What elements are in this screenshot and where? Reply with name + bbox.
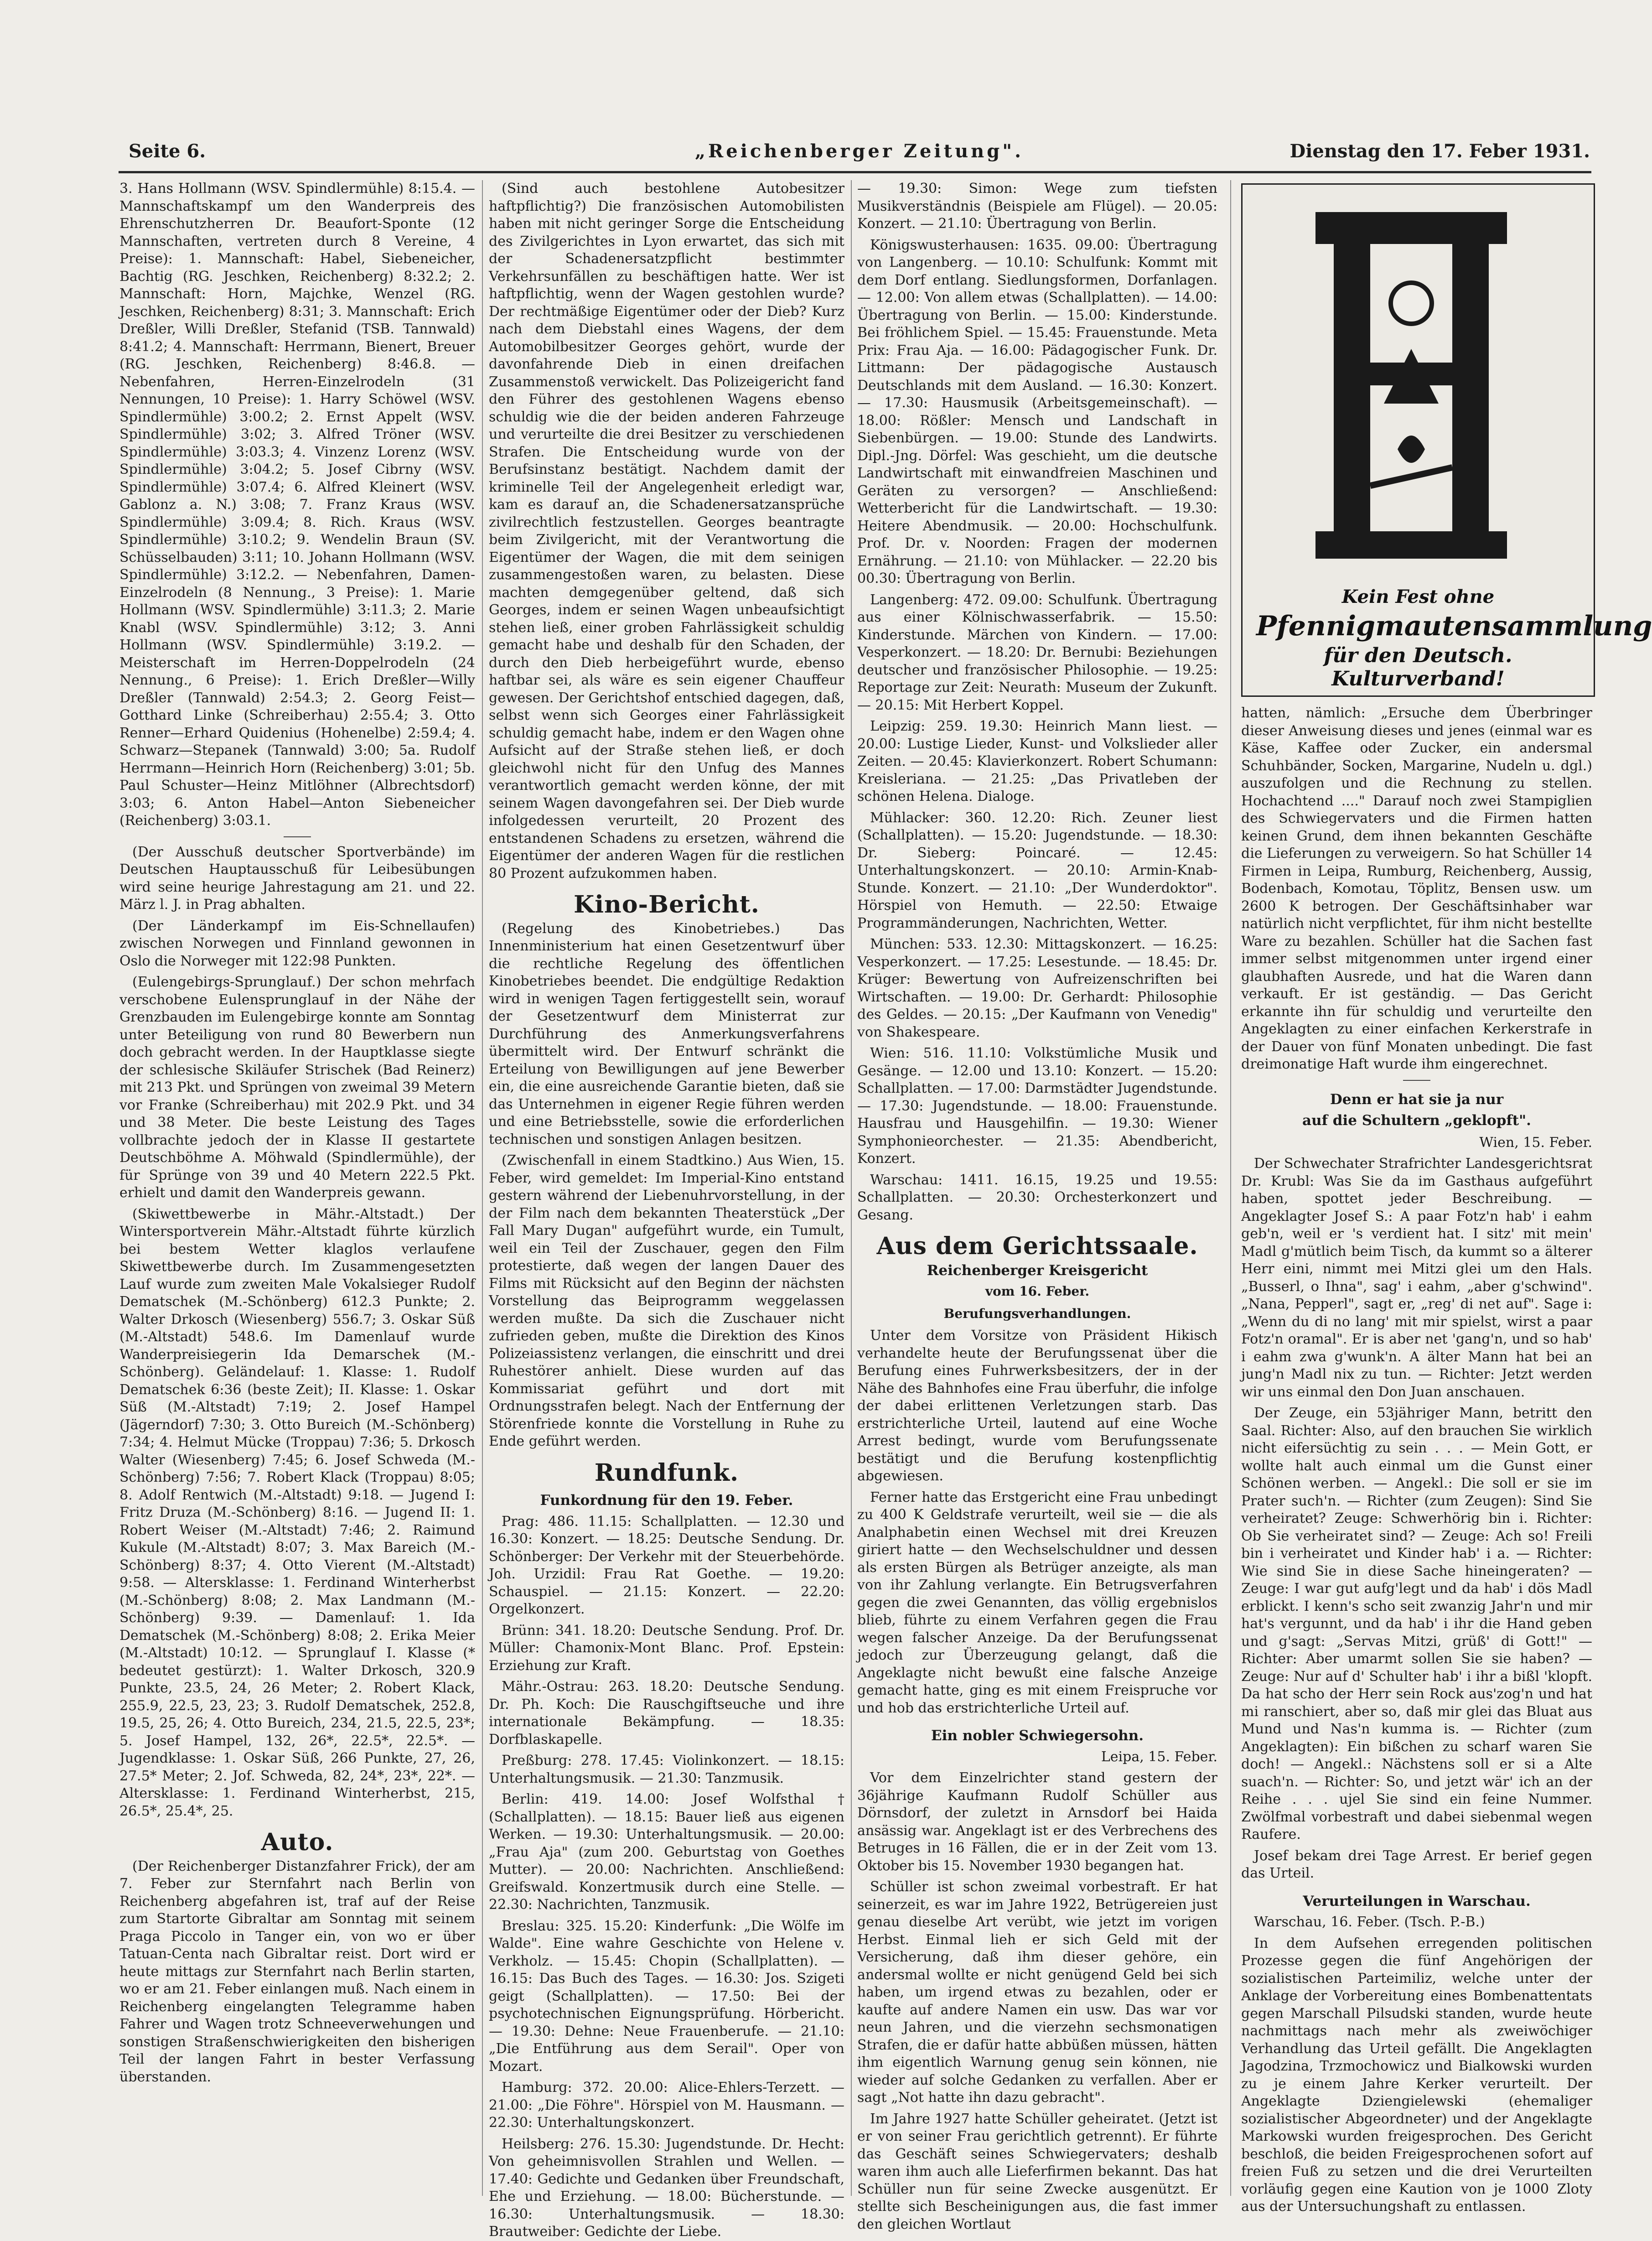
radio-listing: Wien: 516. 11.10: Volkstümliche Musik und Gesänge. — 12.00 und 13.10: Konzert. — 15.20: Schallplatten. — 17.00: Darmstädter Jugendstunde. — 17.30: Jugendstunde. — 18.00: Frauenstunde. Hausfrau und Hausgehilfin. — 19.30: Wiener Symphonieorchester. — 21.35: Abendbericht, Konzert. (857, 1045, 1217, 1167)
radio-listing: München: 533. 12.30: Mittagskonzert. — 16.25: Vesperkonzert. — 17.25: Lesestunde. — 18.45: Dr. Krüger: Bewertung von Aufreizenschriften bei Wirtschaften. — 19.00: Dr. Gerhardt: Philosophie des Geldes. — 20.15: „Der Kaufmann von Venedig" von Shakespeare. (857, 936, 1217, 1040)
article-paragraph: (Eulengebirgs-Sprunglauf.) Der schon mehrfach verschobene Eulensprunglauf in der Nähe der Grenzbauden im Eulengebirge konnte am Sonntag unter Beteiligung von rund 80 Bewerbern nun doch gebracht werden. In der Hauptklasse siegte der schlesische Skiläufer Strischek (Bad Reinerz) mit 213 Pkt. und Sprüngen von zweimal 39 Metern vor Franke (Schreiberhau) mit 202.9 Pkt. und 34 und 38 Meter. Die beste Leistung des Tages vollbrachte jedoch der in Klasse II gestartete Deutschböhme A. Möhwald (Spindlermühle), der für Sprünge von 39 und 40 Metern 222.5 Pkt. erhielt und damit den Wanderpreis gewann. (119, 974, 475, 1201)
masthead-title: „Reichenberger Zeitung". (695, 140, 1024, 162)
section-heading-radio: Rundfunk. (594, 1458, 739, 1487)
article-heading-shoulders: Denn er hat sie ja nur (1330, 1091, 1504, 1108)
issue-date: Dienstag den 17. Feber 1931. (1289, 140, 1590, 162)
radio-listing: Hamburg: 372. 20.00: Alice-Ehlers-Terzett. — 21.00: „Die Föhre". Hörspiel von M. Hausmann. — 22.30: Unterhaltungskonzert. (489, 2080, 844, 2131)
article-paragraph: (Der Reichenberger Distanzfahrer Frick), der am 7. Feber zur Sternfahrt nach Berlin von Reichenberg abgefahren ist, traf auf der Reise zum Startorte Gibraltar am Sonntag mit seinem Praga Piccolo in Tanger ein, von wo er über Tatuan-Centa nach Gibraltar reist. Dort wird er heute mittags zur Sternfahrt nach Berlin starten, wo er am 21. Feber einlangen muß. Nach einem in Reichenberg eingelangten Telegramme haben Fahrer und Wagen trotz Schneeverwehungen und sonstigen Straßenschwierigkeiten den bisherigen Teil der langen Fahrt in bester Verfassung überstanden. (119, 1858, 475, 2085)
court-date: vom 16. Feber. (985, 1284, 1090, 1299)
column-divider (482, 180, 483, 2196)
advertisement-box (1241, 183, 1652, 697)
radio-listing: Breslau: 325. 15.20: Kinderfunk: „Die Wölfe im Walde". Eine wahre Geschichte von Helene v. Verkholz. — 15.45: Chopin (Schallplatten). — 16.15: Das Buch des Tages. — 16.30: Jos. Szigeti geigt (Schallplatten). — 17.50: Bei der psychotechnischen Eignungsprüfung. Hörbericht. — 19.30: Dehne: Neue Frauenberufe. — 21.10: „Die Entführung aus dem Serail". Oper von Mozart. (489, 1918, 844, 2075)
radio-listing: Langenberg: 472. 09.00: Schulfunk. Übertragung aus einer Kölnischwasserfabrik. — 15.50: Kinderstunde. Märchen von Kindern. — 17.00: Vesperkonzert. — 18.20: Dr. Bernubi: Beziehungen deutscher und französischer Philosophie. — 19.25: Reportage zur Zeit: Neurath: Museum der Zukunft. — 20.15: Mit Herbert Koppel. (857, 591, 1217, 713)
article-paragraph: Im Jahre 1927 hatte Schüller geheiratet. (Jetzt ist er von seiner Frau gerichtlich getrennt). Er führte das Geschäft seines Schwiegervaters; deshalb waren ihm auch alle Lieferfirmen bekannt. Das hat Schüller nun für seine Zwecke ausgenützt. Er stellte sich Bescheinigungen aus, die fast immer den gleichen Wortlaut (857, 2111, 1217, 2232)
article-paragraph: 3. Hans Hollmann (WSV. Spindlermühle) 8:15.4. — Mannschaftskampf um den Wanderpreis des Ehrenschutzherren Dr. Beaufort-Sponte (12 Mannschaften, vertreten durch 8 Vereine, 4 Preise): 1. Mannschaft: Habel, Siebeneicher, Bachtig (RG. Jeschken, Reichenberg) 8:32.2; 2. Mannschaft: Horn, Majchke, Wenzel (RG. Jeschken, Reichenberg) 8:31; 3. Mannschaft: Erich Dreßler, Willi Dreßler, Stefanid (TSB. Tannwald) 8:41.2; 4. Mannschaft: Herrmann, Bienert, Breuer (RG. Jeschken, Reichenberg) 8:46.8. — Nebenfahren, Herren-Einzelrodeln (31 Nennungen, 10 Preise): 1. Harry Schöwel (WSV. Spindlermühle) 3:00.2; 2. Ernst Appelt (WSV. Spindlermühle) 3:02; 3. Alfred Tröner (WSV. Spindlermühle) 3:03.3; 4. Vinzenz Lorenz (WSV. Spindlermühle) 3:04.2; 5. Josef Cibrny (WSV. Spindlermühle) 3:07.4; 6. Alfred Kleinert (WSV. Gablonz a. N.) 3:08; 7. Franz Kraus (WSV. Spindlermühle) 3:09.4; 8. Rich. Kraus (WSV. Spindlermühle) 3:10.2; 9. Wendelin Braun (SV. Schüsselbauden) 3:11; 10. Johann Hollmann (WSV. Spindlermühle) 3:12.2. — Nebenfahren, Damen-Einzelrodeln (8 Nennung., 3 Preise): 1. Marie Hollmann (WSV. Spindlermühle) 3:11.3; 2. Marie Knabl (WSV. Spindlermühle) 3:12; 3. Anni Hollmann (WSV. Spindlermühle) 3:19.2. — Meisterschaft im Herren-Doppelrodeln (24 Nennung., 6 Preise): 1. Erich Dreßler—Willy Dreßler (Tannwald) 2:54.3; 2. Georg Feist—Gotthard Linke (Schreiberhau) 2:55.4; 3. Otto Renner—Erhard Quidenius (Hohenelbe) 2:59.4; 4. Schwarz—Stepanek (Tannwald) 3:00; 5a. Rudolf Herrmann—Heinrich Horn (Reichenberg) 3:01; 5b. Paul Schuster—Heinz Mitlöhner (Albrechtsdorf) 3:03; 6. Anton Habel—Anton Siebeneicher (Reichenberg) 3:03.1. (119, 181, 475, 829)
radio-listing: Königswusterhausen: 1635. 09.00: Übertragung von Langenberg. — 10.10: Schulfunk: Kommt mit dem Dorf entlang. Siedlungsformen, Dorfanlagen. — 12.00: Von allem etwas (Schallplatten). — 14.00: Übertragung von Berlin. — 15.00: Kinderstunde. Bei fröhlichem Spiel. — 15.45: Frauenstunde. Meta Prix: Frau Aja. — 16.00: Pädagogischer Funk. Dr. Littmann: Der pädagogische Austausch Deutschlands mit dem Ausland. — 16.30: Konzert. — 17.30: Hausmusik (Arbeitsgemeinschaft). — 18.00: Rößler: Mensch und Landschaft in Siebenbürgen. — 19.00: Stunde des Landwirts. Dipl.-Jng. Dörfel: Was geschieht, um die deutsche Landwirtschaft mit einwandfreien Maschinen und Geräten zu versorgen? — Anschließend: Wetterbericht für die Landwirtschaft. — 19.30: Heitere Abendmusik. — 20.00: Hochschulfunk. Prof. Dr. v. Noorden: Fragen der modernen Ernährung. — 21.10: von Mühlacker. — 22.20 bis 00.30: Übertragung von Berlin. (857, 237, 1217, 586)
section-heading-court: Aus dem Gerichtssaale. (876, 1232, 1198, 1260)
article-paragraph: (Skiwettbewerbe in Mähr.-Altstadt.) Der Wintersportverein Mähr.-Altstadt führte kürzlich bei bestem Wetter klaglos verlaufene Skiwettbewerbe durch. Im Zusammengesetzten Lauf wurde zum zweiten Male Vokalsieger Rudolf Dematschek (M.-Schönberg) 612.3 Punkte; 2. Walter Drkosch (Wiesenberg) 556.7; 3. Oskar Süß (M.-Altstadt) 548.6. Im Damenlauf wurde Wanderpreisiegerin Ida Demarschek (M.-Schönberg). Geländelauf: 1. Klasse: 1. Rudolf Dematschek 6:36 (beste Zeit); II. Klasse: 1. Oskar Süß (M.-Altstadt) 7:19; 2. Josef Hampel (Jägerndorf) 7:30; 3. Otto Bureich (M.-Schönberg) 7:34; 4. Helmut Mücke (Troppau) 7:36; 5. Drkosch Walter (Wiesenberg) 7:45; 6. Josef Schweda (M.-Schönberg) 7:56; 7. Robert Klack (Troppau) 8:05; 8. Adolf Rentwich (M.-Altstadt) 9:18. — Jugend I: Fritz Druza (M.-Schönberg) 8:16. — Jugend II: 1. Robert Weiser (M.-Altstadt) 7:46; 2. Raimund Kukule (M.-Altstadt) 8:07; 3. Max Bareich (M.-Schönberg) 8:37; 4. Otto Vierent (M.-Altstadt) 9:58. — Altersklasse: 1. Ferdinand Winterherbst (M.-Schönberg) 8:08; 2. Max Landmann (M.-Schönberg) 9:39. — Damenlauf: 1. Ida Dematschek (M.-Schönberg) 8:08; 2. Erika Meier (M.-Altstadt) 10:12. — Sprunglauf I. Klasse (* bedeutet gestürzt): 1. Walter Drkosch, 320.9 Punkte, 23.5, 24, 26 Meter; 2. Robert Klack, 255.9, 22.5, 23, 23; 3. Rudolf Dematschek, 252.8, 19.5, 25, 26; 4. Otto Bureich, 234, 21.5, 22.5, 23*; 5. Josef Hampel, 132, 26*, 22.5*, 22.5*. — Jugendklasse: 1. Oskar Süß, 266 Punkte, 27, 26, 27.5* Meter; 2. Jof. Schweda, 82, 24*, 23*, 22*. — Altersklasse: 1. Ferdinand Winterherbst, 215, 26.5*, 25.4*, 25. (119, 1206, 475, 1819)
dateline: Leipa, 15. Feber. (1101, 1748, 1217, 1765)
dateline: Warschau, 16. Feber. (Tsch. P.-B.) (1254, 1914, 1485, 1930)
ad-line-2: Pfennigmautensammlung (1256, 610, 1652, 642)
article-paragraph: (Sind auch bestohlene Autobesitzer haftpflichtig?) Die französischen Automobilisten haben mit nicht geringer Sorge die Entscheidung des Zivilgerichtes in Lyon erwartet, das sich mit der Schadenersatzpflicht bestimmter Verkehrsunfällen zu beschäftigen hatte. Wer ist haftpflichtig, wenn der Wagen gestohlen wurde? Der rechtmäßige Eigentümer oder der Dieb? Kurz nach dem Diebstahl eines Wagens, der dem Automobilbesitzer Georges gehört, wurde der davonfahrende Dieb in einen dreifachen Zusammenstoß verwickelt. Das Polizeigericht fand den Führer des gestohlenen Wagens ebenso schuldig wie die der beiden anderen Fahrzeuge und verurteilte die drei Besitzer zu verschiedenen Strafen. Die Entscheidung wurde von der Berufsinstanz bestätigt. Nachdem damit der kriminelle Teil der Angelegenheit erledigt war, kam es darauf an, die Schadenersatzansprüche zivilrechtlich festzustellen. Georges beantragte beim Zivilgericht, mit der Verantwortung die Eigentümer der Wagen, die mit dem seinigen zusammengestoßen waren, zu belasten. Diese machten demgegenüber geltend, daß sich Georges, indem er seinen Wagen unbeaufsichtigt stehen ließ, einer groben Fahrlässigkeit schuldig gemacht habe und deshalb für den Schaden, der durch den Dieb herbeigeführt wurde, ebenso haftbar sei, als wäre es sein eigener Chauffeur gewesen. Der Gerichtshof entschied dagegen, daß, selbst wenn sich Georges einer Fahrlässigkeit schuldig gemacht habe, indem er den Wagen ohne Aufsicht auf der Straße stehen ließ, er doch gleichwohl nicht für den Unfug des Mannes verantwortlich gemacht werden könne, der mit seinem Wagen davongefahren sei. Der Dieb wurde infolgedessen verurteilt, 20 Prozent des entstandenen Schadens zu ersetzen, während die Eigentümer der anderen Wagen für die restlichen 80 Prozent aufzukommen haben. (489, 181, 844, 882)
radio-subheading: Funkordnung für den 19. Feber. (540, 1492, 793, 1509)
column-divider (851, 180, 852, 2196)
article-paragraph: (Der Ausschuß deutscher Sportverbände) im Deutschen Hauptausschuß für Leibesübungen wird seine heurige Jahrestagung am 21. und 22. März l. J. in Prag abhalten. (119, 844, 475, 913)
ad-line-3: für den Deutsch. Kulturverband! (1324, 644, 1512, 690)
header-rule (119, 171, 1591, 173)
radio-listing: Prag: 486. 11.15: Schallplatten. — 12.30 und 16.30: Konzert. — 18.25: Deutsche Sendung. Dr. Schönberger: Der Verkehr mit der Steuerbehörde. Joh. Urzidil: Frau Rat Goethe. — 19.20: Schauspiel. — 21.15: Konzert. — 22.20: Orgelkonzert. (489, 1513, 844, 1617)
article-paragraph: Unter dem Vorsitze von Präsident Hikisch verhandelte heute der Berufungssenat über die Berufung eines Fuhrwerksbesitzers, der in der Nähe des Bahnhofes eine Frau überfuhr, die infolge der dabei erlittenen Verletzungen starb. Das erstrichterliche Urteil, lautend auf eine Woche Arrest bedingt, wurde vom Berufungssenate bestätigt und die Berufung kostenpflichtig abgewiesen. (857, 1328, 1217, 1484)
dateline: Wien, 15. Feber. (1479, 1134, 1592, 1151)
column-1 (119, 180, 475, 2196)
page-header (129, 140, 1590, 172)
column-divider (1230, 180, 1231, 2196)
separator (284, 836, 311, 837)
radio-listing: Brünn: 341. 18.20: Deutsche Sendung. Prof. Dr. Müller: Chamonix-Mont Blanc. Prof. Epstein: Erziehung zur Kraft. (489, 1622, 844, 1674)
court-subheading: Reichenberger Kreisgericht (927, 1262, 1148, 1279)
article-heading-shoulders-2: auf die Schultern „geklopft". (1302, 1112, 1531, 1129)
radio-listing: Mähr.-Ostrau: 263. 18.20: Deutsche Sendung. Dr. Ph. Koch: Die Rauschgiftseuche und ihre internationale Bekämpfung. — 18.35: Dorfblaskapelle. (489, 1679, 844, 1748)
advertisement-slogan (1256, 586, 1652, 690)
radio-listing: Mühlacker: 360. 12.20: Rich. Zeuner liest (Schallplatten). — 15.20: Jugendstunde. — 18.30: Dr. Sieberg: Poincaré. — 12.45: Unterhaltungskonzert. — 20.10: Armin-Knab-Stunde. Konzert. — 21.10: „Der Wunderdoktor". Hörspiel von Hemuth. — 22.50: Etwaige Programmänderungen, Nachrichten, Wetter. (857, 809, 1217, 931)
court-subheading-appeals: Berufungsverhandlungen. (943, 1306, 1131, 1321)
article-paragraph: Der Schwechater Strafrichter Landesgerichtsrat Dr. Krubl: Was Sie da im Gasthaus aufgeführt haben, spottet jeder Beschreibung. — Angeklagter Josef S.: A paar Fotz'n hab' i eahm geb'n, weil er 's verdient hat. I sitz' mit mein' Madl g'mütlich beim Tisch, da kummt so a älterer Herr eini, nimmt mei Mitzi glei um den Hals. „Busserl, o Ihna", sag' i eahm, „aber g'schwind". „Nana, Pepperl", sagt er, „reg' di net auf". Sage i: „Wenn du di no lang' mit mir spielst, wirst a paar Fotz'n oramal". Er is aber net 'gang'n, und so hab' i eahm zwa g'wunk'n. A älter Mann hat bei an jung'n Madl nix zu tun. — Richter: Jetzt werden wir uns einmal den Don Juan anschauen. (1241, 1156, 1592, 1400)
radio-listing: — 19.30: Simon: Wege zum tiefsten Musikverständnis (Beispiele am Flügel). — 20.05: Konzert. — 21.10: Übertragung von Berlin. (857, 181, 1217, 232)
ad-line-1: Kein Fest ohne (1341, 586, 1495, 607)
column-3 (857, 180, 1217, 2232)
article-paragraph: In dem Aufsehen erregenden politischen Prozesse gegen die fünf Angehörigen der sozialistischen Parteimiliz, welche unter der Anklage der Vorbereitung eines Bombenattentats gegen Marschall Pilsudski standen, wurde heute nachmittags nach mehr als zweiwöchiger Verhandlung das Urteil gefällt. Die Angeklagten Jagodzina, Trzmochowicz und Bialkowski wurden zu je einem Jahre Kerker verurteilt. Der Angeklagte Dziengielewski (ehemaliger sozialistischer Abgeordneter) und der Angeklagte Markowski wurden freigesprochen. Des Gericht beschloß, die beiden Freigesprochenen sofort auf freien Fuß zu setzen und die drei Verurteilten vorläufig gegen eine Kaution von je 1000 Zloty aus der Untersuchungshaft zu entlassen. (1241, 1935, 1592, 2215)
page-number: Seite 6. (129, 140, 206, 162)
radio-listing: Heilsberg: 276. 15.30: Jugendstunde. Dr. Hecht: Von geheimnisvollen Strahlen und Wellen. — 17.40: Gedichte und Gedanken über Freundschaft, Ehe und Erziehung. — 18.00: Bücherstunde. — 16.30: Unterhaltungsmusik. — 18.30: Brautweiber: Gedichte der Liebe. (489, 2136, 844, 2240)
section-heading-auto: Auto. (261, 1828, 334, 1856)
radio-listing: Leipzig: 259. 19.30: Heinrich Mann liest. — 20.00: Lustige Lieder, Kunst- und Volkslieder aller Zeiten. — 20.45: Klavierkonzert. Robert Schumann: Kreisleriana. — 21.25: „Das Privatleben der schönen Helena. Dialoge. (857, 718, 1217, 804)
article-paragraph: Josef bekam drei Tage Arrest. Er berief gegen das Urteil. (1241, 1847, 1592, 1881)
advertisement-illustration (1315, 212, 1507, 559)
article-heading-warsaw: Verurteilungen in Warschau. (1303, 1893, 1531, 1909)
article-paragraph: (Zwischenfall in einem Stadtkino.) Aus Wien, 15. Feber, wird gemeldet: Im Imperial-Kino entstand gestern während der Liebenuhrvorstellung, in der der Film nach dem bekannten Theaterstück „Der Fall Mary Dugan" aufgeführt wurde, ein Tumult, weil ein Teil der Zuschauer, gegen den Film protestierte, daß wegen der langen Dauer des Films mit Rücksicht auf den Beginn der nächsten Vorstellung das Beiprogramm weggelassen werden mußte. Da sich die Zuschauer nicht zufrieden geben, mußte die Direktion des Kinos Polizeiassistenz verlangen, die einschritt und drei Ruhestörer anhielt. Diese wurden auf das Kommissariat geführt und dort mit Ordnungsstrafen belegt. Nach der Entfernung der Störenfriede konnte die Vorstellung in Ruhe zu Ende geführt werden. (489, 1152, 844, 1449)
section-heading-kino: Kino-Bericht. (574, 891, 760, 918)
separator (1403, 1080, 1430, 1081)
article-paragraph: (Regelung des Kinobetriebes.) Das Innenministerium hat einen Gesetzentwurf über die rechtliche Regelung des öffentlichen Kinobetriebes beendet. Die endgültige Redaktion wird in wenigen Tagen fertiggestellt sein, worauf der Gesetzentwurf dem Ministerrat zur Durchführung des Anmerkungsverfahrens übermittelt wird. Der Entwurf schränkt die Erteilung von Bewilligungen auf jene Bewerber ein, die eine ausreichende Garantie bieten, daß sie das Unternehmen in eigener Regie führen werden und eine Betriebsstelle, sowie die erforderlichen technischen und sonstigen Anlagen besitzen. (489, 920, 844, 1147)
column-2 (489, 180, 844, 2240)
radio-listing: Berlin: 419. 14.00: Josef Wolfsthal † (Schallplatten). — 18.15: Bauer ließ aus eigenen Werken. — 19.30: Unterhaltungsmusik. — 20.00: „Frau Aja" (zum 200. Geburtstag von Goethes Mutter). — 20.00: Nachrichten. Anschließend: Greifswald. Konzertmusik durch eine Stelle. — 22.30: Nachrichten, Tanzmusik. (489, 1791, 844, 1913)
radio-listing: Preßburg: 278. 17.45: Violinkonzert. — 18.15: Unterhaltungsmusik. — 21.30: Tanzmusik. (489, 1753, 844, 1786)
article-paragraph: Schüller ist schon zweimal vorbestraft. Er hat seinerzeit, es war im Jahre 1922, Betrügereien just genau dieselbe Art verübt, wie jetzt im vorigen Herbst. Einmal lieh er sich Geld mit der Versicherung, daß ihm dieser gehöre, ein andersmal wollte er nicht genügend Geld bei sich haben, um irgend etwas zu bezahlen, oder er kaufte auf andere Namen ein usw. Das war vor neun Jahren, und die vierzehn sechsmonatigen Strafen, die er dafür hatte abbüßen müssen, hätten ihm eigentlich Warnung genug sein können, nie wieder auf solche Gedanken zu verfallen. Aber er sagt „Not hatte ihn dazu gebracht". (857, 1879, 1217, 2106)
article-paragraph: Ferner hatte das Erstgericht eine Frau unbedingt zu 400 K Geldstrafe verurteilt, weil sie — die als Analphabetin einen Wechsel mit drei Kreuzen giriert hatte — den Wechselschuldner und dessen als ersten Bürgen als Betrüger anzeigte, als man von ihr Zahlung verlangte. Ein Betrugsverfahren gegen die zwei Genannten, das völlig ergebnislos blieb, führte zu einem Verfahren gegen die Frau wegen falscher Anzeige. Da der Berufungssenat jedoch zur Überzeugung gelangt, daß die Angeklagte nicht bewußt eine falsche Anzeige gemacht hatte, ging es mit einem Freispruche vor und hob das erstrichterliche Urteil auf. (857, 1489, 1217, 1716)
article-paragraph: (Der Länderkampf im Eis-Schnellaufen) zwischen Norwegen und Finnland gewonnen in Oslo die Norweger mit 122:98 Punkten. (119, 918, 475, 969)
article-paragraph: Vor dem Einzelrichter stand gestern der 36jährige Kaufmann Rudolf Schüller aus Dörnsdorf, der zuletzt in Arnsdorf bei Haida ansässig war. Angeklagt ist er des Verbrechens des Betruges in 16 Fällen, die er in der Zeit vom 13. Oktober bis 15. November 1930 begangen hat. (857, 1770, 1217, 1874)
article-paragraph: Der Zeuge, ein 53jähriger Mann, betritt den Saal. Richter: Also, auf den brauchen Sie wirklich nicht eifersüchtig zu sein . . . — Mein Gott, er wollte halt auch einmal um die Gunst einer Schönen werben. — Angekl.: Die soll er sie im Prater such'n. — Richter (zum Zeugen): Sind Sie verheiratet? Zeuge: Schwerhörig bin i. Richter: Ob Sie verheiratet sind? — Zeuge: Ach so! Freili bin i verheiratet und Kinder hab' i a. — Richter: Wie sind Sie in diese Sache hineingeraten? — Zeuge: I war gut aufg'legt und da hab' i dös Madl erblickt. I kenn's scho seit zwanzig Jahr'n und mir hat's vergunnt, und da hab' i ihr die Hand geben und g'sagt: „Servas Mitzi, grüß' di Gott!" — Richter: Aber umarmt sollen Sie sie haben? — Zeuge: Nur auf d' Schulter hab' i ihr a bißl 'klopft. Da hat scho der Herr sein Rock aus'zog'n und hat mi ranschiert, aber so, daß mir glei das Bluat aus Mund und Nas'n kumma is. — Richter (zum Angeklagten): Ein bißchen zu scharf waren Sie doch! — Angekl.: Nächstens soll er si a Alte suach'n. — Richter: So, und jetzt wär' ich an der Reihe . . . ujel Sie sind ein feine Nummer. Zwölfmal vorbestraft und dabei siebenmal wegen Raufere. (1241, 1405, 1592, 1842)
radio-listing: Warschau: 1411. 16.15, 19.25 und 19.55: Schallplatten. — 20.30: Orchesterkonzert und Gesang. (857, 1172, 1217, 1223)
article-paragraph: hatten, nämlich: „Ersuche dem Überbringer dieser Anweisung dieses und jenes (einmal war es Käse, Kaffee oder Zucker, ein andersmal Schuhbänder, Socken, Margarine, Nudeln u. dgl.) auszufolgen und die Rechnung zu stellen. Hochachtend ...." Darauf noch zwei Stampiglien des Schwiegervaters und die Firmen hatten keinen Grund, dem ihnen bekannten Geschäfte die Lieferungen zu verweigern. So hat Schüller 14 Firmen in Leipa, Rumburg, Reichenberg, Aussig, Bodenbach, Komotau, Töplitz, Bensen usw. um 2600 K betrogen. Der Geschäftsinhaber war natürlich nicht verpflichtet, für ihm nicht bestellte Ware zu bezahlen. Schüller hat die Sachen fast immer selbst mitgenommen unter irgend einer glaubhaften Ausrede, und hat die Waren dann verkauft. Er ist geständig. — Das Gericht erkannte ihn für schuldig und verurteilte den Angeklagten zu einer einfachen Kerkerstrafe in der Dauer von fünf Monaten unbedingt. Die fast dreimonatige Haft wurde ihm eingerechnet. (1241, 705, 1592, 1072)
column-4 (1241, 705, 1592, 2215)
article-heading-noble: Ein nobler Schwiegersohn. (931, 1727, 1144, 1744)
